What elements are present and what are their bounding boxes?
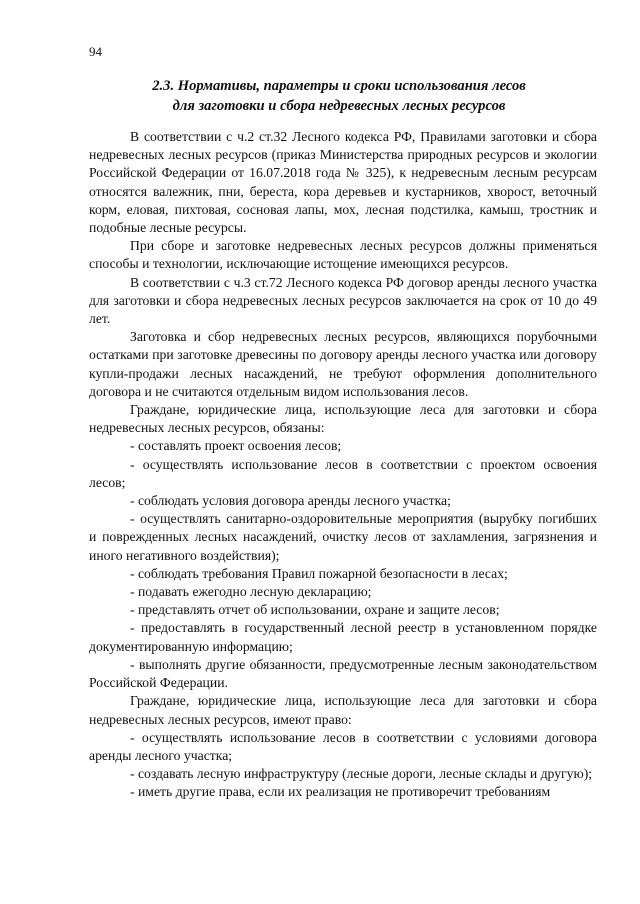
- obligation-item-9: - выполнять другие обязанности, предусмотренные лесным законодательством Российской Федерации.: [89, 656, 597, 691]
- document-body: [89, 128, 597, 802]
- obligation-item-5: - соблюдать требования Правил пожарной безопасности в лесах;: [130, 565, 508, 581]
- obligation-item-3: - соблюдать условия договора аренды лесного участка;: [130, 493, 451, 509]
- paragraph-3: В соответствии с ч.3 ст.72 Лесного кодекса РФ договор аренды лесного участка для заготовки и сбора недревесных лесных ресурсов заключается на срок от 10 до 49 лет.: [89, 274, 597, 327]
- paragraph-2: При сборе и заготовке недревесных лесных ресурсов должны применяться способы и технологии, исключающие истощение имеющихся ресурсов.: [89, 238, 597, 272]
- obligation-item-4: - осуществлять санитарно-оздоровительные мероприятия (вырубку погибших и поврежденных лесных насаждений, очистку лесов от захламления, загрязнения и иного негативного воздействия);: [89, 511, 597, 563]
- page-number: 94: [89, 44, 102, 59]
- section-heading-line-2: для заготовки и сбора недревесных лесных ресурсов: [172, 98, 506, 114]
- right-item-3: - иметь другие права, если их реализация не противоречит требованиям: [130, 784, 551, 800]
- paragraph-obligations-intro: Граждане, юридические лица, использующие леса для заготовки и сбора недревесных лесных ресурсов, обязаны:: [89, 402, 597, 436]
- section-heading-line-1: 2.3. Нормативы, параметры и сроки использования лесов: [152, 78, 526, 94]
- paragraph-rights-intro: Граждане, юридические лица, использующие леса для заготовки и сбора недревесных лесных ресурсов, имеют право:: [89, 693, 597, 727]
- obligation-item-6: - подавать ежегодно лесную декларацию;: [130, 584, 372, 600]
- right-item-1: - осуществлять использование лесов в соответствии с условиями договора аренды лесного участка;: [89, 729, 597, 763]
- obligation-item-8: - предоставлять в государственный лесной реестр в установленном порядке документированную информацию;: [89, 620, 597, 654]
- obligation-item-1: - составлять проект освоения лесов;: [130, 438, 342, 454]
- paragraph-4: Заготовка и сбор недревесных лесных ресурсов, являющихся порубочными остатками при заготовке древесины по договору аренды лесного участка или договору купли-продажи лесных насаждений, не требуют оформления дополнительного договора и не считаются отдельным видом использования лесов.: [89, 329, 597, 399]
- right-item-2: - создавать лесную инфраструктуру (лесные дороги, лесные склады и другую);: [130, 766, 593, 782]
- section-heading: [89, 76, 589, 116]
- paragraph-1: В соответствии с ч.2 ст.32 Лесного кодекса РФ, Правилами заготовки и сбора недревесных лесных ресурсов (приказ Министерства природных ресурсов и экологии Российской Федерации от 16.07.2018 года № 325), к недревесным лесным ресурсам относятся валежник, пни, береста, кора деревьев и кустарников, хворост, веточный корм, еловая, пихтовая, сосновая лапы, мох, лесная подстилка, камыш, тростник и подобные лесные ресурсы.: [89, 129, 597, 236]
- obligation-item-7: - представлять отчет об использовании, охране и защите лесов;: [130, 602, 500, 618]
- obligation-item-2: - осуществлять использование лесов в соответствии с проектом освоения лесов;: [89, 456, 597, 490]
